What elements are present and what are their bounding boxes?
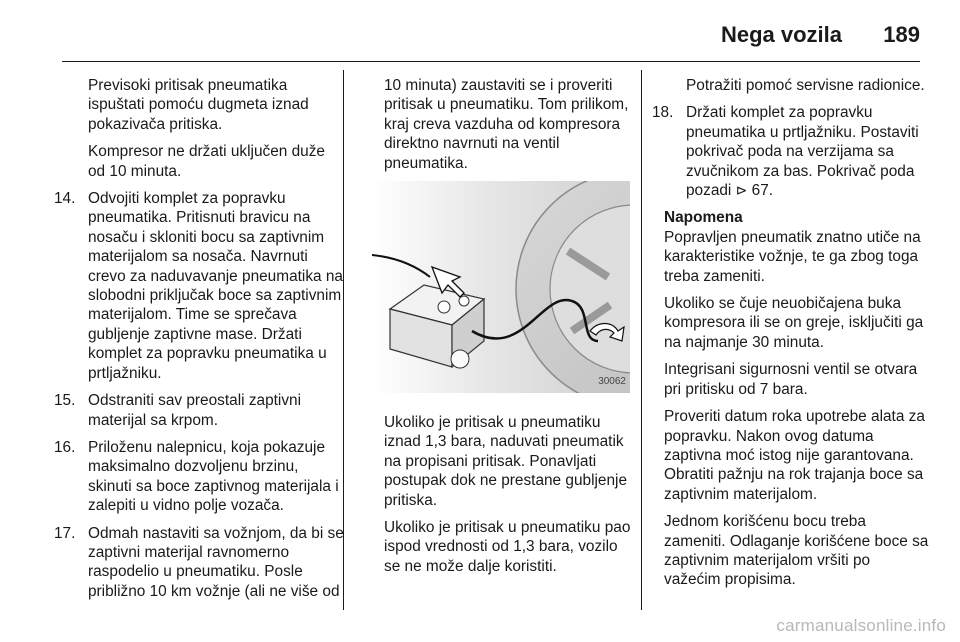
figure-id: 30062 [598,375,626,387]
column-left [54,76,344,609]
list-text: Odstraniti sav preostali zaptivni materijal sa krpom. [88,392,301,429]
paragraph-above-limit: Ukoliko je pritisak u pneumatiku iznad 1,3 bara, naduvati pneumatik na propisani pritisak. Ponavljati postupak dok ne prestane gubljenje pritiska. [384,414,628,509]
list-number: 14. [54,190,76,208]
pressure-gauge-icon [451,350,469,368]
list-number: 18. [652,104,674,122]
watermark-text: carmanualsonline.info [776,616,946,635]
page-header [0,0,960,60]
list-number: 16. [54,438,76,456]
paragraph-below-limit: Ukoliko je pritisak u pneumatiku pao ispod vrednosti od 1,3 bara, vozilo se ne može dalje koristiti. [384,519,631,575]
note-paragraph: Ukoliko se čuje neuobičajena buka kompresora ili se on greje, isključiti ga na najmanje 30 minuta. [664,295,924,351]
compressor-illustration [372,181,630,393]
list-item [652,103,930,200]
note-paragraph: Jednom korišćenu bocu treba zameniti. Odlaganje korišćene boce sa zaptivnim materijalom vršiti po važećim propisima. [664,513,929,589]
note-block [652,208,930,589]
note-paragraph: Popravljen pneumatik znatno utiče na karakteristike vožnje, te ga zbog toga treba zameniti. [664,228,921,285]
note-paragraph: Proveriti datum roka upotrebe alata za popravku. Nakon ovog datuma zaptivna moć istog nije garantovana. Obratiti pažnju na rok trajanja boce sa zaptivnim materijalom. [664,408,925,503]
paragraph-check-pressure: 10 minuta) zaustaviti se i proveriti pritisak u pneumatiku. Tom prilikom, kraj creva vazduha od kompresora direktno navrnuti na ventil pneumatika. [384,77,629,172]
column-right [652,76,930,598]
paragraph-pressure-release: Previsoki pritisak pneumatika ispuštati pomoću dugmeta iznad pokazivača pritiska. [88,77,309,133]
paragraph-compressor-time: Kompresor ne držati uključen duže od 10 minuta. [88,143,325,180]
page-reference-icon[interactable]: ⊳ [735,182,748,199]
column-divider-2 [641,70,642,610]
list-text [686,103,930,200]
header-divider [62,61,920,62]
list-text: Priloženu nalepnicu, koja pokazuje maksimalno dozvoljenu brzinu, skinuti sa boce zaptivnog materijala i zalepiti u vidno polje vozača. [88,438,339,515]
list-item [54,524,344,602]
list-item [54,189,344,383]
section-title: Nega vozila [720,22,842,47]
note-paragraph: Integrisani sigurnosni ventil se otvara pri pritisku od 7 bara. [664,361,918,398]
page-number: 189 [883,22,920,47]
paragraph-service: Potražiti pomoć servisne radionice. [686,77,925,94]
list-number: 17. [54,524,76,542]
button-knob-icon [459,296,469,306]
list-item [54,391,344,430]
list-number: 15. [54,392,76,410]
compressor-tyre-drawing [372,181,630,393]
note-title: Napomena [664,209,743,227]
list-text-body: Držati komplet za popravku pneumatika u prtljažniku. Postaviti pokrivač poda na verzijama sa zvučnikom za bas. Pokrivač poda pozadi [686,104,919,200]
list-text: Odmah nastaviti sa vožnjom, da bi se zaptivni materijal ravnomerno raspodelio u pneumatiku. Posle približno 10 km vožnje (ali ne više od [88,524,344,600]
list-text: Odvojiti komplet za popravku pneumatika. Pritisnuti bravicu na nosaču i skloniti bocu sa zaptivnim materijalom sa nosača. Navrnuti crevo za naduvavanje pneumatika na slobodni priključak boce sa zaptivnim materijalom. Time se sprečava gubljenje zaptivne mase. Držati komplet za popravku pneumatika u prtljažniku. [88,190,343,382]
page-reference-link[interactable]: 67. [747,182,774,200]
list-item [54,438,344,516]
column-middle [384,76,632,584]
valve-knob-icon [438,301,450,313]
